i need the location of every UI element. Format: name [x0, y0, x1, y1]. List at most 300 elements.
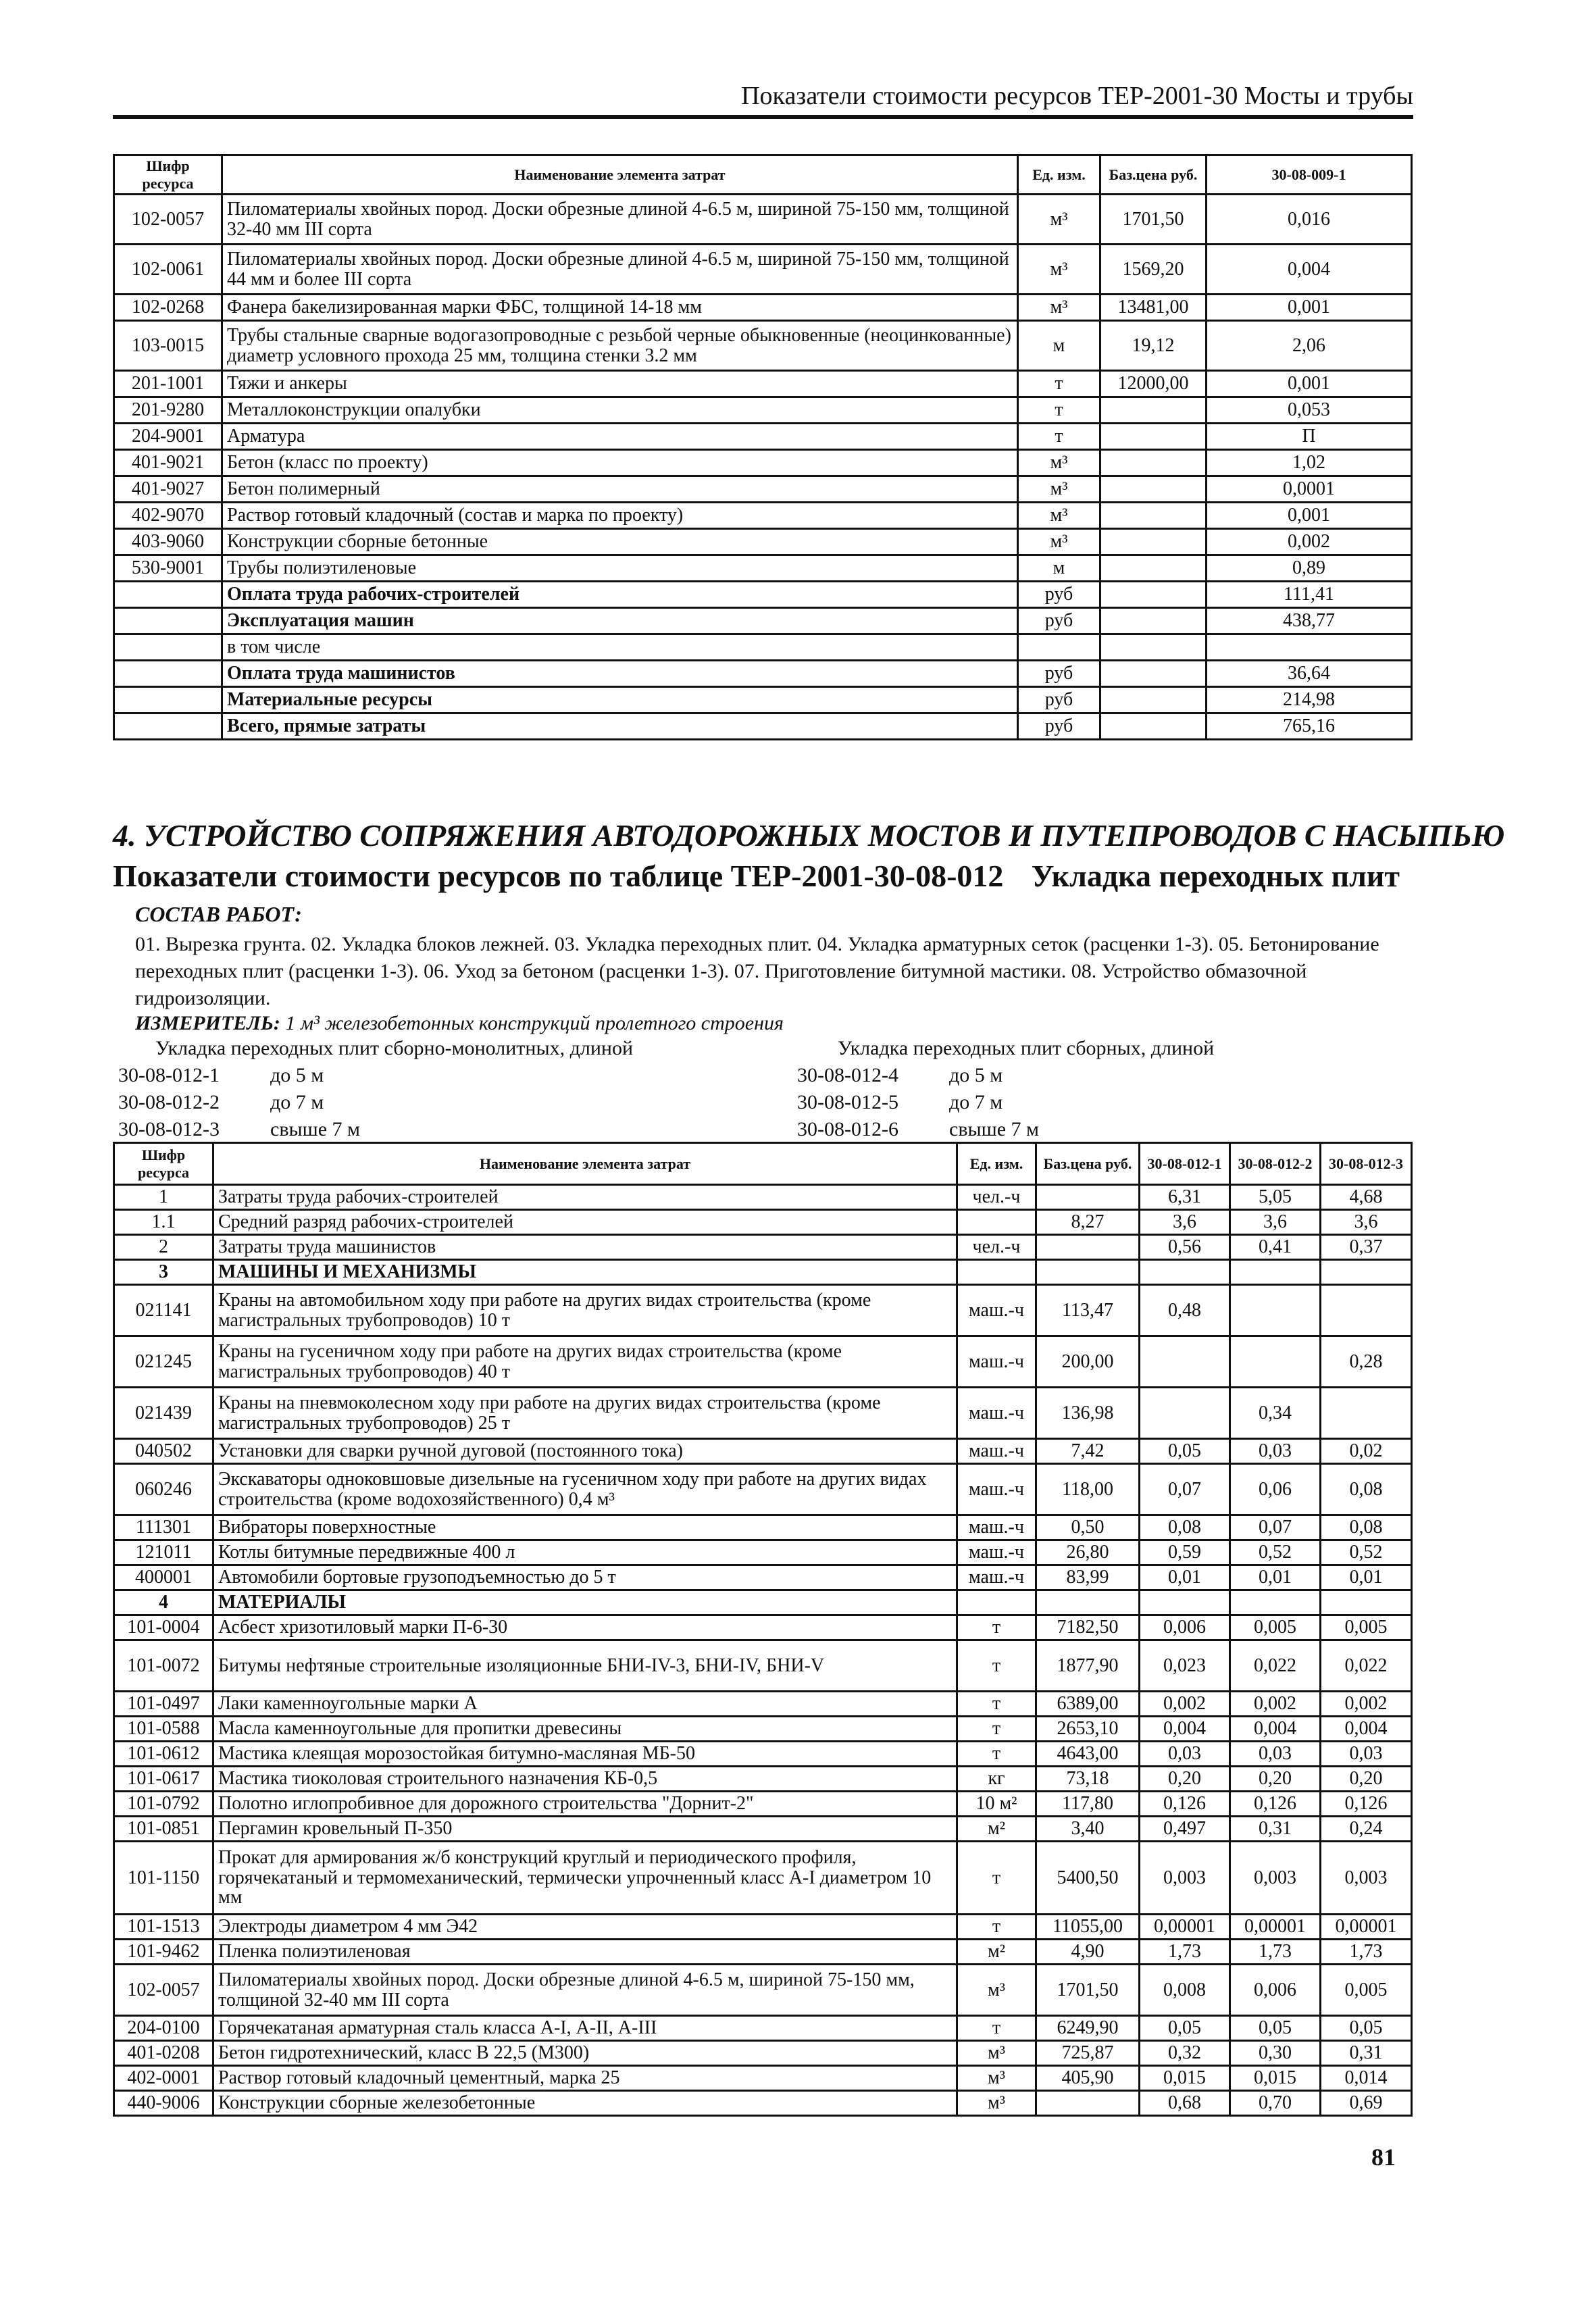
- table-cell: 1.1: [114, 1210, 213, 1235]
- table-cell: [1100, 713, 1207, 740]
- table-row: [114, 1464, 1412, 1515]
- table-cell: 0,00001: [1321, 1915, 1412, 1940]
- table-row: [114, 295, 1412, 321]
- table-cell: маш.-ч: [957, 1565, 1036, 1590]
- table-cell: 0,20: [1140, 1767, 1230, 1792]
- table-cell: 0,07: [1140, 1464, 1230, 1515]
- table-cell: [1230, 1336, 1321, 1388]
- item-length: до 5 м: [949, 1064, 1003, 1086]
- table-cell: 3,6: [1230, 1210, 1321, 1235]
- table-row: [114, 1692, 1412, 1717]
- table-cell: 040502: [114, 1439, 213, 1464]
- table-cell: Фанера бакелизированная марки ФБС, толщиной 14-18 мм: [222, 295, 1018, 321]
- table-row: [114, 424, 1412, 450]
- table-cell: 8,27: [1036, 1210, 1140, 1235]
- table-cell: 3,6: [1321, 1210, 1412, 1235]
- table-cell: Оплата труда рабочих-строителей: [222, 582, 1018, 608]
- table-cell: 0,37: [1321, 1235, 1412, 1260]
- table-cell: [1321, 1285, 1412, 1336]
- table-cell: Затраты труда машинистов: [213, 1235, 957, 1260]
- table-cell: 36,64: [1207, 661, 1412, 687]
- table-cell: т: [957, 1692, 1036, 1717]
- table-cell: 101-0588: [114, 1717, 213, 1742]
- table-row: [114, 1817, 1412, 1842]
- table-cell: [1018, 634, 1100, 661]
- table-cell: 0,015: [1140, 2066, 1230, 2091]
- table-cell: Конструкции сборные бетонные: [222, 529, 1018, 555]
- table-cell: в том числе: [222, 634, 1018, 661]
- column-header: Ед. изм.: [957, 1143, 1036, 1185]
- table-row: [114, 1388, 1412, 1439]
- table-cell: 0,005: [1230, 1615, 1321, 1640]
- table-cell: м³: [1018, 195, 1100, 245]
- table-cell: Экскаваторы одноковшовые дизельные на гусеничном ходу при работе на других видах строительства (кроме водохозяйственного) 0,4 м³: [213, 1464, 957, 1515]
- table-cell: Краны на автомобильном ходу при работе на других видах строительства (кроме магистральных трубопроводов) 10 т: [213, 1285, 957, 1336]
- column-header: Шифр ресурса: [114, 1143, 213, 1185]
- table-row: [114, 2041, 1412, 2066]
- table-cell: 021439: [114, 1388, 213, 1439]
- table-cell: [1100, 555, 1207, 582]
- table-cell: м²: [957, 1817, 1036, 1842]
- table-row: [114, 1742, 1412, 1767]
- table-cell: [114, 661, 222, 687]
- table-cell: Установки для сварки ручной дуговой (постоянного тока): [213, 1439, 957, 1464]
- table-cell: чел.-ч: [957, 1185, 1036, 1210]
- table-cell: 0,01: [1230, 1565, 1321, 1590]
- table-cell: 402-9070: [114, 503, 222, 529]
- table-cell: 0,32: [1140, 2041, 1230, 2066]
- table-cell: 0,05: [1140, 2016, 1230, 2041]
- table-cell: 1877,90: [1036, 1640, 1140, 1692]
- table-cell: Горячекатаная арматурная сталь класса А-I, А-II, А-III: [213, 2016, 957, 2041]
- table-cell: Краны на гусеничном ходу при работе на других видах строительства (кроме магистральных трубопроводов) 40 т: [213, 1336, 957, 1388]
- table-cell: 0,20: [1230, 1767, 1321, 1792]
- table-cell: [1321, 1260, 1412, 1285]
- table-cell: 0,08: [1321, 1515, 1412, 1540]
- table-cell: [1230, 1260, 1321, 1285]
- table-cell: [1100, 529, 1207, 555]
- table-cell: 0,001: [1207, 503, 1412, 529]
- table-cell: Электроды диаметром 4 мм Э42: [213, 1915, 957, 1940]
- table-row: [114, 397, 1412, 424]
- table-cell: [1100, 634, 1207, 661]
- table-cell: [1036, 1235, 1140, 1260]
- table-cell: [1100, 661, 1207, 687]
- table-cell: 0,69: [1321, 2091, 1412, 2116]
- table-header-row: [114, 1143, 1412, 1185]
- table-cell: 3,40: [1036, 1817, 1140, 1842]
- table-cell: 402-0001: [114, 2066, 213, 2091]
- table-row: [114, 195, 1412, 245]
- table-cell: 0,016: [1207, 195, 1412, 245]
- table-cell: Полотно иглопробивное для дорожного строительства "Дорнит-2": [213, 1792, 957, 1817]
- subtitle-left: Показатели стоимости ресурсов по таблице ТЕР-2001-30-08-012: [113, 859, 1004, 893]
- resource-table-2: [113, 1142, 1413, 2117]
- table-cell: 0,06: [1230, 1464, 1321, 1515]
- work-composition-text: 01. Вырезка грунта. 02. Укладка блоков лежней. 03. Укладка переходных плит. 04. Укладка арматурных сеток (расценки 1-3). 05. Бетонирование переходных плит (расценки 1-3). 06. Уход за бетоном (расценки 1-3). 07. Приготовление битумной мастики. 08. Устройство обмазочной гидроизоляции.: [135, 933, 1379, 1009]
- table-cell: т: [957, 1615, 1036, 1640]
- table-cell: 0,005: [1321, 1965, 1412, 2016]
- item-length: свыше 7 м: [270, 1118, 361, 1140]
- table-cell: 438,77: [1207, 608, 1412, 634]
- table-cell: 0,008: [1140, 1965, 1230, 2016]
- table-cell: 5400,50: [1036, 1842, 1140, 1915]
- table-cell: 102-0268: [114, 295, 222, 321]
- table-cell: 102-0057: [114, 195, 222, 245]
- table-cell: 11055,00: [1036, 1915, 1140, 1940]
- table-cell: 118,00: [1036, 1464, 1140, 1515]
- table-cell: Раствор готовый кладочный цементный, марка 25: [213, 2066, 957, 2091]
- table-cell: 0,50: [1036, 1515, 1140, 1540]
- table-cell: Арматура: [222, 424, 1018, 450]
- table-cell: 200,00: [1036, 1336, 1140, 1388]
- table-cell: 2: [114, 1235, 213, 1260]
- table-cell: 6389,00: [1036, 1692, 1140, 1717]
- column-header: Наименование элемента затрат: [213, 1143, 957, 1185]
- table-cell: Прокат для армирования ж/б конструкций круглый и периодического профиля, горячекатаный и термомеханический, термически упрочненный класс А-I диаметром 10 мм: [213, 1842, 957, 1915]
- table-cell: 2653,10: [1036, 1717, 1140, 1742]
- table-cell: 0,03: [1321, 1742, 1412, 1767]
- table-cell: [114, 687, 222, 713]
- table-cell: чел.-ч: [957, 1235, 1036, 1260]
- table-cell: 101-0612: [114, 1742, 213, 1767]
- table-cell: [1100, 503, 1207, 529]
- table-row: [114, 1260, 1412, 1285]
- table-cell: 0,31: [1230, 1817, 1321, 1842]
- table-cell: 214,98: [1207, 687, 1412, 713]
- table-cell: [1140, 1388, 1230, 1439]
- table-cell: 111,41: [1207, 582, 1412, 608]
- table-cell: 0,022: [1230, 1640, 1321, 1692]
- table-cell: 0,68: [1140, 2091, 1230, 2116]
- table-cell: [1230, 1590, 1321, 1615]
- table-cell: [1230, 1285, 1321, 1336]
- column-header: Баз.цена руб.: [1036, 1143, 1140, 1185]
- table-row: [114, 1792, 1412, 1817]
- table-cell: Бетон гидротехнический, класс В 22,5 (М300): [213, 2041, 957, 2066]
- table-cell: 0,89: [1207, 555, 1412, 582]
- table-cell: [1140, 1590, 1230, 1615]
- table-cell: 10 м²: [957, 1792, 1036, 1817]
- table-cell: м: [1018, 321, 1100, 371]
- table-cell: 1701,50: [1036, 1965, 1140, 2016]
- table-row: [114, 687, 1412, 713]
- table-cell: маш.-ч: [957, 1540, 1036, 1565]
- table-cell: [957, 1260, 1036, 1285]
- table-cell: т: [957, 2016, 1036, 2041]
- left-group-title: Укладка переходных плит сборно-монолитных, длиной: [155, 1037, 633, 1059]
- table-cell: 0,02: [1321, 1439, 1412, 1464]
- table-cell: 1,73: [1140, 1940, 1230, 1965]
- column-header: Наименование элемента затрат: [222, 155, 1018, 195]
- table-cell: [114, 634, 222, 661]
- table-cell: руб: [1018, 661, 1100, 687]
- table-cell: 6249,90: [1036, 2016, 1140, 2041]
- table-cell: 7,42: [1036, 1439, 1140, 1464]
- table-cell: 0,00001: [1140, 1915, 1230, 1940]
- table-cell: м³: [1018, 450, 1100, 476]
- table-cell: 1701,50: [1100, 195, 1207, 245]
- table-body: [114, 195, 1412, 740]
- table-cell: 0,28: [1321, 1336, 1412, 1388]
- table-row: [114, 1915, 1412, 1940]
- table-cell: маш.-ч: [957, 1439, 1036, 1464]
- table-cell: 021141: [114, 1285, 213, 1336]
- table-row: [114, 661, 1412, 687]
- table-cell: 0,002: [1230, 1692, 1321, 1717]
- table-cell: Бетон (класс по проекту): [222, 450, 1018, 476]
- table-cell: 2,06: [1207, 321, 1412, 371]
- table-cell: м³: [957, 2041, 1036, 2066]
- column-header: Шифр ресурса: [114, 155, 222, 195]
- table-cell: 401-0208: [114, 2041, 213, 2066]
- table-row: [114, 1767, 1412, 1792]
- table-cell: 0,001: [1207, 295, 1412, 321]
- table-cell: м³: [1018, 529, 1100, 555]
- table-cell: 3: [114, 1260, 213, 1285]
- right-group-title: Укладка переходных плит сборных, длиной: [838, 1037, 1215, 1059]
- table-cell: [1207, 634, 1412, 661]
- table-cell: 0,03: [1140, 1742, 1230, 1767]
- table-cell: 0,015: [1230, 2066, 1321, 2091]
- table-row: [114, 371, 1412, 397]
- table-row: [114, 2091, 1412, 2116]
- table-cell: 103-0015: [114, 321, 222, 371]
- table-cell: 0,08: [1321, 1464, 1412, 1515]
- table-cell: Раствор готовый кладочный (состав и марка по проекту): [222, 503, 1018, 529]
- table-cell: [1140, 1260, 1230, 1285]
- table-cell: Автомобили бортовые грузоподъемностью до 5 т: [213, 1565, 957, 1590]
- table-cell: 0,004: [1140, 1717, 1230, 1742]
- table-cell: 83,99: [1036, 1565, 1140, 1590]
- table-cell: 4,90: [1036, 1940, 1140, 1965]
- table-cell: Эксплуатация машин: [222, 608, 1018, 634]
- table-cell: 101-0004: [114, 1615, 213, 1640]
- table-cell: руб: [1018, 608, 1100, 634]
- page-number: 81: [1371, 2144, 1396, 2171]
- table-cell: м³: [1018, 503, 1100, 529]
- table-cell: 0,52: [1230, 1540, 1321, 1565]
- table-row: [114, 1285, 1412, 1336]
- table-cell: 101-9462: [114, 1940, 213, 1965]
- table-cell: 725,87: [1036, 2041, 1140, 2066]
- table-cell: Материальные ресурсы: [222, 687, 1018, 713]
- table-cell: Трубы стальные сварные водогазопроводные с резьбой черные обыкновенные (неоцинкованные) диаметр условного прохода 25 мм, толщина стенки 3.2 мм: [222, 321, 1018, 371]
- table-row: [114, 1940, 1412, 1965]
- table-cell: Пиломатериалы хвойных пород. Доски обрезные длиной 4-6.5 м, шириной 75-150 мм, толщиной 44 мм и более III сорта: [222, 245, 1018, 295]
- table-cell: 101-1150: [114, 1842, 213, 1915]
- table-cell: 117,80: [1036, 1792, 1140, 1817]
- item-code: 30-08-012-4: [797, 1064, 898, 1086]
- table-cell: [1100, 687, 1207, 713]
- table-cell: 1: [114, 1185, 213, 1210]
- table-cell: руб: [1018, 687, 1100, 713]
- table-cell: 1569,20: [1100, 245, 1207, 295]
- table-row: [114, 1842, 1412, 1915]
- table-row: [114, 1965, 1412, 2016]
- table-cell: 0,497: [1140, 1817, 1230, 1842]
- table-cell: 73,18: [1036, 1767, 1140, 1792]
- table-cell: [1100, 608, 1207, 634]
- table-cell: 4: [114, 1590, 213, 1615]
- table-cell: 101-0497: [114, 1692, 213, 1717]
- table-cell: 405,90: [1036, 2066, 1140, 2091]
- table-cell: 0,004: [1321, 1717, 1412, 1742]
- meter-line: [135, 1012, 784, 1035]
- table-cell: [1036, 2091, 1140, 2116]
- table-cell: 101-0617: [114, 1767, 213, 1792]
- table-cell: т: [957, 1915, 1036, 1940]
- column-header: 30-08-012-3: [1321, 1143, 1412, 1185]
- table-cell: 530-9001: [114, 555, 222, 582]
- table-cell: 0,59: [1140, 1540, 1230, 1565]
- table-cell: 440-9006: [114, 2091, 213, 2116]
- table-cell: 0,005: [1321, 1615, 1412, 1640]
- table-cell: 121011: [114, 1540, 213, 1565]
- table-cell: П: [1207, 424, 1412, 450]
- table-cell: 1,73: [1230, 1940, 1321, 1965]
- table-row: [114, 1615, 1412, 1640]
- table-row: [114, 713, 1412, 740]
- item-length: до 7 м: [949, 1091, 1003, 1113]
- table-row: [114, 529, 1412, 555]
- table-cell: 3,6: [1140, 1210, 1230, 1235]
- meter-text: 1 м³ железобетонных конструкций пролетного строения: [285, 1012, 784, 1034]
- table-cell: [1321, 1590, 1412, 1615]
- table-cell: 0,01: [1140, 1565, 1230, 1590]
- table-cell: [957, 1590, 1036, 1615]
- table-cell: 0,001: [1207, 371, 1412, 397]
- table-row: [114, 555, 1412, 582]
- item-code: 30-08-012-2: [118, 1091, 220, 1113]
- item-length: до 7 м: [270, 1091, 324, 1113]
- item-length: свыше 7 м: [949, 1118, 1040, 1140]
- section-title: 4. УСТРОЙСТВО СОПРЯЖЕНИЯ АВТОДОРОЖНЫХ МОСТОВ И ПУТЕПРОВОДОВ С НАСЫПЬЮ: [113, 818, 1505, 853]
- table-cell: [1036, 1185, 1140, 1210]
- table-cell: 0,52: [1321, 1540, 1412, 1565]
- table-cell: 0,48: [1140, 1285, 1230, 1336]
- table-cell: 0,003: [1230, 1842, 1321, 1915]
- table-cell: 0,0001: [1207, 476, 1412, 503]
- table-cell: маш.-ч: [957, 1285, 1036, 1336]
- table-cell: 111301: [114, 1515, 213, 1540]
- table-cell: 5,05: [1230, 1185, 1321, 1210]
- item-code: 30-08-012-1: [118, 1064, 220, 1086]
- table-cell: 0,006: [1140, 1615, 1230, 1640]
- table-cell: 201-9280: [114, 397, 222, 424]
- table-cell: 0,002: [1321, 1692, 1412, 1717]
- table-row: [114, 608, 1412, 634]
- table-row: [114, 1540, 1412, 1565]
- table-cell: Металлоконструкции опалубки: [222, 397, 1018, 424]
- table-row: [114, 582, 1412, 608]
- table-cell: 4643,00: [1036, 1742, 1140, 1767]
- table-cell: 0,006: [1230, 1965, 1321, 2016]
- table-cell: 13481,00: [1100, 295, 1207, 321]
- table-row: [114, 450, 1412, 476]
- table-cell: 401-9027: [114, 476, 222, 503]
- table-cell: Трубы полиэтиленовые: [222, 555, 1018, 582]
- table-cell: Мастика тиоколовая строительного назначения КБ-0,5: [213, 1767, 957, 1792]
- table-cell: Пиломатериалы хвойных пород. Доски обрезные длиной 4-6.5 м, шириной 75-150 мм, толщиной 32-40 мм III сорта: [213, 1965, 957, 2016]
- table-cell: [1100, 450, 1207, 476]
- table-cell: [1036, 1590, 1140, 1615]
- table-cell: 0,126: [1140, 1792, 1230, 1817]
- table-cell: [1036, 1260, 1140, 1285]
- table-cell: Мастика клеящая морозостойкая битумно-масляная МБ-50: [213, 1742, 957, 1767]
- table-cell: 0,003: [1321, 1842, 1412, 1915]
- table-cell: 26,80: [1036, 1540, 1140, 1565]
- table-cell: т: [1018, 397, 1100, 424]
- table-cell: т: [1018, 371, 1100, 397]
- table-header-row: [114, 155, 1412, 195]
- table-cell: 0,03: [1230, 1439, 1321, 1464]
- table-row: [114, 1210, 1412, 1235]
- table-cell: 101-0851: [114, 1817, 213, 1842]
- resource-table-1: [113, 154, 1413, 740]
- table-cell: 021245: [114, 1336, 213, 1388]
- table-cell: 0,24: [1321, 1817, 1412, 1842]
- table-cell: 0,003: [1140, 1842, 1230, 1915]
- table-cell: 102-0057: [114, 1965, 213, 2016]
- table-cell: Масла каменноугольные для пропитки древесины: [213, 1717, 957, 1742]
- subtitle-right: Укладка переходных плит: [1031, 859, 1400, 893]
- table-row: [114, 1640, 1412, 1692]
- table-cell: 060246: [114, 1464, 213, 1515]
- table-cell: м³: [1018, 476, 1100, 503]
- table-cell: 4,68: [1321, 1185, 1412, 1210]
- table-cell: 113,47: [1036, 1285, 1140, 1336]
- table-row: [114, 1590, 1412, 1615]
- table-row: [114, 1515, 1412, 1540]
- table-cell: [1100, 397, 1207, 424]
- column-header: Ед. изм.: [1018, 155, 1100, 195]
- table-cell: [1100, 582, 1207, 608]
- table-row: [114, 1235, 1412, 1260]
- table-cell: руб: [1018, 582, 1100, 608]
- table-cell: Пленка полиэтиленовая: [213, 1940, 957, 1965]
- table-cell: 0,20: [1321, 1767, 1412, 1792]
- table-cell: 0,41: [1230, 1235, 1321, 1260]
- table-cell: 136,98: [1036, 1388, 1140, 1439]
- table-cell: 0,07: [1230, 1515, 1321, 1540]
- column-header: Баз.цена руб.: [1100, 155, 1207, 195]
- table-body: [114, 1185, 1412, 2116]
- table-cell: 400001: [114, 1565, 213, 1590]
- table-row: [114, 1565, 1412, 1590]
- table-cell: 0,56: [1140, 1235, 1230, 1260]
- table-cell: м³: [1018, 295, 1100, 321]
- table-cell: Тяжи и анкеры: [222, 371, 1018, 397]
- table-cell: [1140, 1336, 1230, 1388]
- table-cell: [1100, 424, 1207, 450]
- table-cell: маш.-ч: [957, 1464, 1036, 1515]
- table-cell: 204-0100: [114, 2016, 213, 2041]
- table-cell: Краны на пневмоколесном ходу при работе на других видах строительства (кроме магистральных трубопроводов) 25 т: [213, 1388, 957, 1439]
- table-row: [114, 321, 1412, 371]
- table-cell: 0,002: [1140, 1692, 1230, 1717]
- table-cell: м³: [957, 2066, 1036, 2091]
- table-cell: 0,004: [1230, 1717, 1321, 1742]
- table-cell: [1321, 1388, 1412, 1439]
- table-cell: 0,002: [1207, 529, 1412, 555]
- table-cell: 101-0072: [114, 1640, 213, 1692]
- table-cell: Пергамин кровельный П-350: [213, 1817, 957, 1842]
- table-row: [114, 476, 1412, 503]
- table-row: [114, 1717, 1412, 1742]
- column-header: 30-08-012-2: [1230, 1143, 1321, 1185]
- table-cell: [957, 1210, 1036, 1235]
